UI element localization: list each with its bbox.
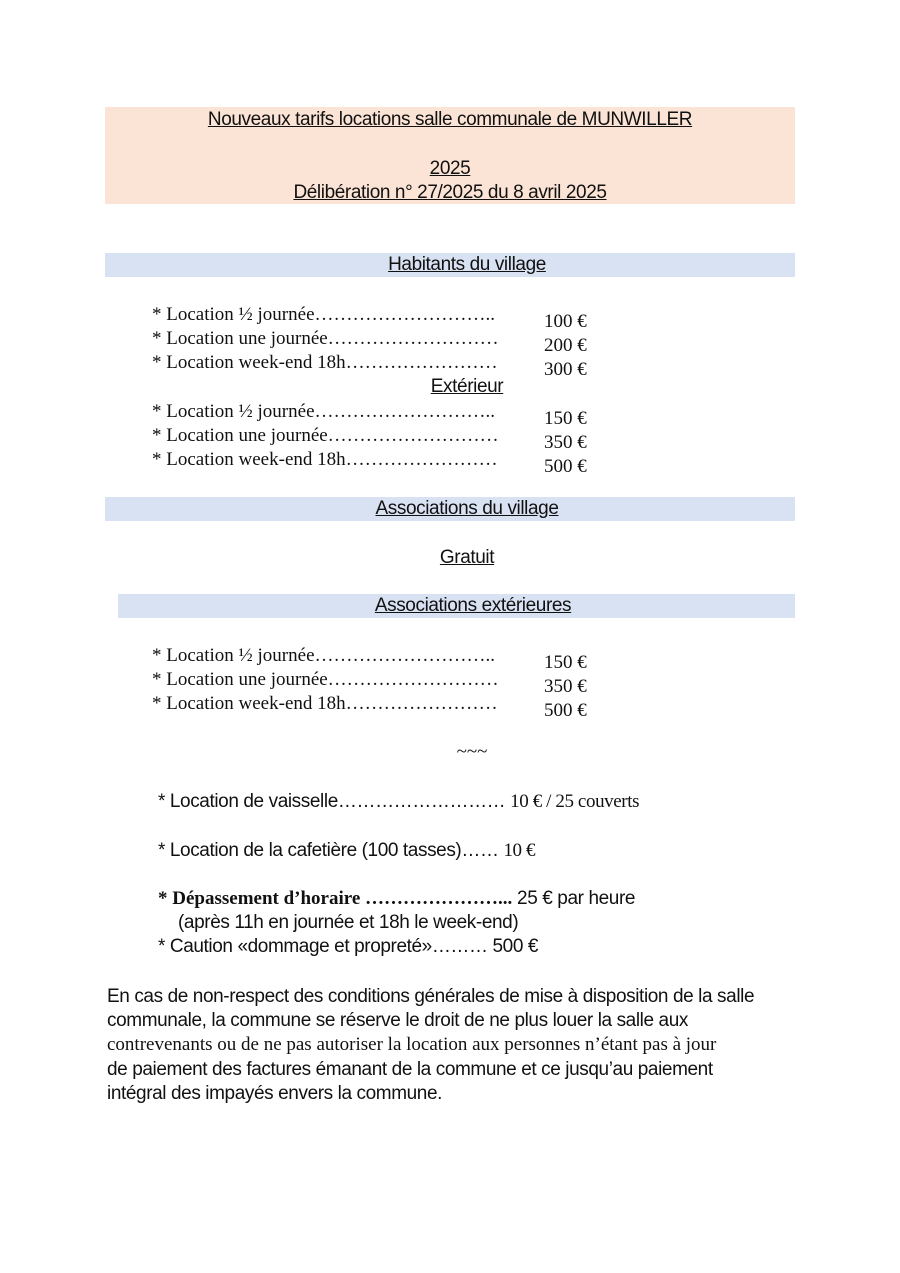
rate-label: * Location une journée………………………: [152, 425, 499, 446]
rate-price: 150 €: [544, 408, 587, 429]
rate-label: * Location une journée………………………: [152, 669, 499, 690]
depassement-price: 25 € par heure: [517, 888, 636, 909]
rate-price: 200 €: [544, 335, 587, 356]
cafetiere-price: 10 €: [503, 840, 536, 861]
rate-price: 500 €: [544, 700, 587, 721]
footer-line: intégral des impayés envers la commune.: [107, 1083, 443, 1104]
rate-label: * Location week-end 18h……………………: [152, 352, 498, 373]
document-year: 2025: [429, 158, 471, 179]
section-title-habitants: Habitants du village: [388, 254, 546, 275]
rate-label: * Location week-end 18h……………………: [152, 693, 498, 714]
rate-price: 150 €: [544, 652, 587, 673]
depassement-label: * Dépassement d’horaire …………………...: [158, 888, 518, 909]
deliberation-reference: Délibération n° 27/2025 du 8 avril 2025: [293, 182, 607, 203]
cafetiere-label: * Location de la cafetière (100 tasses)……: [158, 840, 504, 861]
rate-label: * Location ½ journée………………………..: [152, 645, 496, 666]
vaisselle-price: 10 € / 25 couverts: [510, 791, 640, 812]
footer-line: communale, la commune se réserve le droit de ne plus louer la salle aux: [107, 1010, 688, 1031]
depassement-note: (après 11h en journée et 18h le week-end): [178, 912, 519, 933]
caution-price: 500 €: [492, 936, 539, 957]
rate-label: * Location week-end 18h……………………: [152, 449, 498, 470]
rate-price: 500 €: [544, 456, 587, 477]
footer-line: de paiement des factures émanant de la commune et ce jusqu’au paiement: [107, 1059, 713, 1080]
rate-label: * Location une journée………………………: [152, 328, 499, 349]
associations-village-price: Gratuit: [439, 547, 495, 568]
separator: ~~~: [456, 741, 488, 762]
subsection-title-exterieur: Extérieur: [430, 376, 504, 397]
document-title: Nouveaux tarifs locations salle communale de MUNWILLER: [207, 109, 693, 130]
rate-label: * Location ½ journée………………………..: [152, 401, 496, 422]
section-title-associations-village: Associations du village: [375, 498, 559, 519]
rate-price: 300 €: [544, 359, 587, 380]
rate-price: 350 €: [544, 676, 587, 697]
footer-line: contrevenants ou de ne pas autoriser la location aux personnes n’étant pas à jour: [107, 1034, 717, 1055]
footer-line: En cas de non-respect des conditions générales de mise à disposition de la salle: [107, 986, 755, 1007]
rate-price: 350 €: [544, 432, 587, 453]
rate-price: 100 €: [544, 311, 587, 332]
vaisselle-label: * Location de vaisselle………………………: [158, 791, 511, 812]
rate-label: * Location ½ journée………………………..: [152, 304, 496, 325]
caution-label: * Caution «dommage et propreté»………: [158, 936, 493, 957]
section-title-associations-ext: Associations extérieures: [374, 595, 572, 616]
